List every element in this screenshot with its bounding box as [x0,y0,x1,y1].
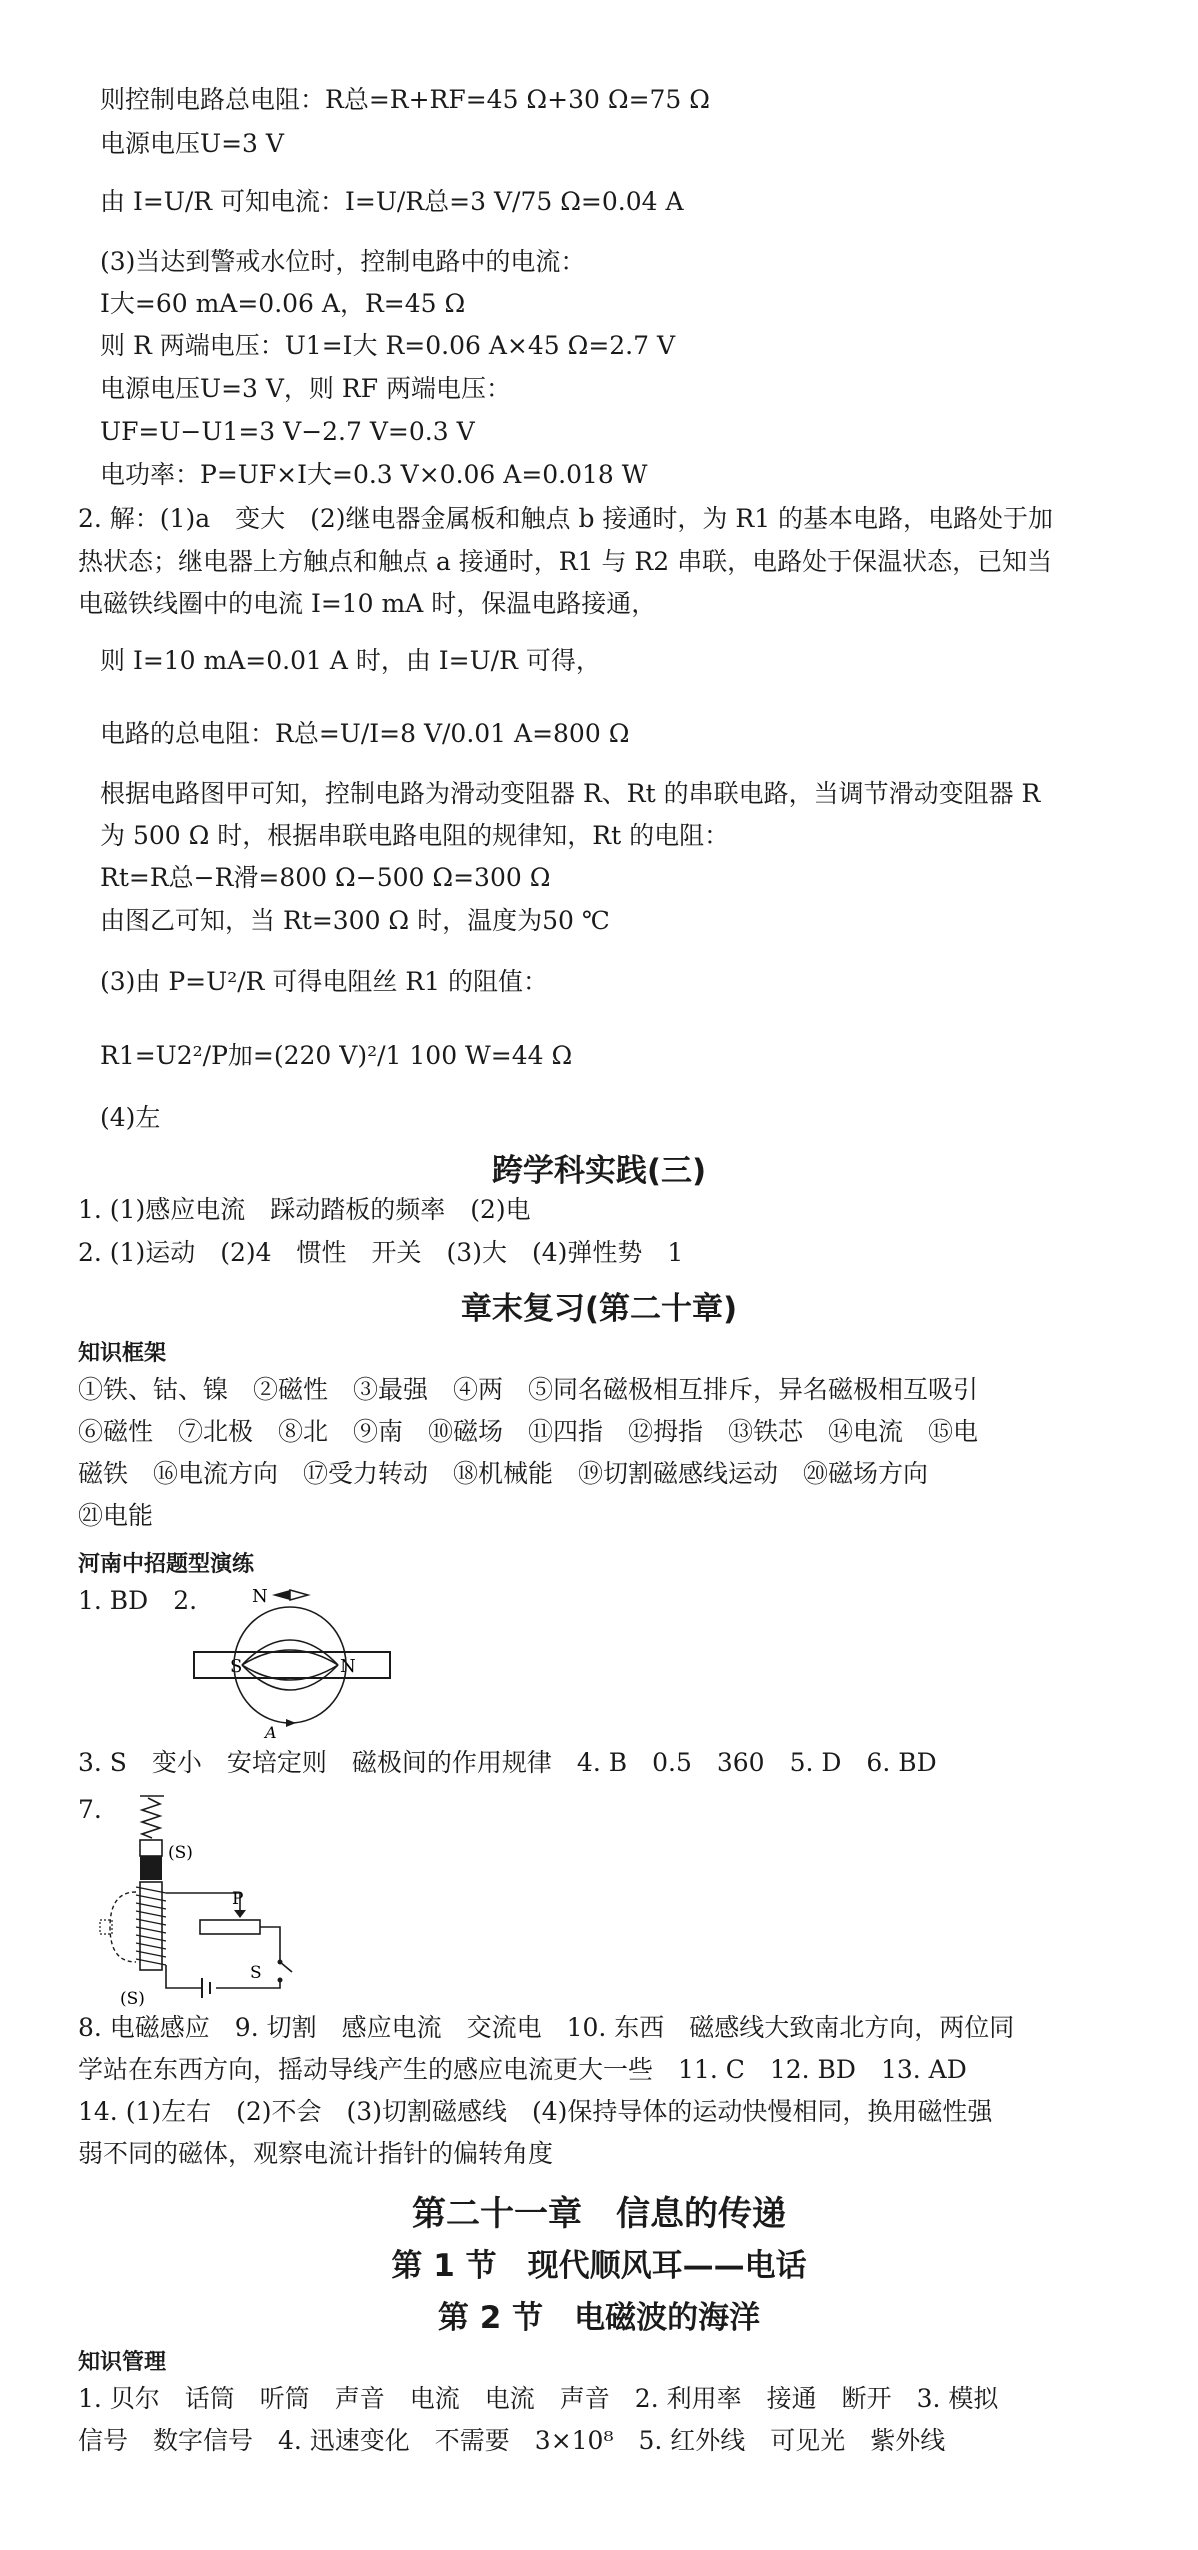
section-title: 跨学科实践(三) [491,1153,707,1189]
answer-line: 2. (1)运动 (2)4 惯性 开关 (3)大 (4)弹性势 1 [78,1238,684,1267]
text-line: 则 R 两端电压：U1=I大 R=0.06 A×45 Ω=2.7 V [100,331,676,360]
coil-core [140,1882,162,1970]
field-arrow-icon [286,1719,296,1727]
text-line: I大=60 mA=0.06 A，R=45 Ω [100,289,466,318]
question-2-line: (4)左 [100,1103,161,1132]
compass-n-label: N [252,1586,268,1607]
bottom-pole-label: (S) [120,1989,145,2007]
text-line: 电功率：P=UF×I大=0.3 V×0.06 A=0.018 W [100,460,648,489]
question-2-line: 由图乙可知，当 Rt=300 Ω 时，温度为50 ℃ [100,906,610,935]
electromagnet-circuit-diagram [90,1792,320,2007]
answer-line: 14. (1)左右 (2)不会 (3)切割磁感线 (4)保持导体的运动快慢相同，换用磁性强 [78,2097,993,2126]
text-line: (3)当达到警戒水位时，控制电路中的电流： [100,247,586,276]
question-2-line: 热状态；继电器上方触点和触点 a 接通时，R1 与 R2 串联，电路处于保温状态，已知当 [78,547,1053,576]
answer-line: ①铁、钴、镍 ②磁性 ③最强 ④两 ⑤同名磁极相互排斥，异名磁极相互吸引 [78,1375,979,1404]
chapter-title: 第二十一章 信息的传递 [412,2194,786,2234]
text-line: 由 I=U/R 可知电流：I=U/R总=3 V/75 Ω=0.04 A [100,187,684,216]
field-lines [234,1607,346,1723]
answer-line: 3. S 变小 安培定则 磁极间的作用规律 4. B 0.5 360 5. D 6. BD [78,1748,937,1777]
question-2-line: 电路的总电阻：R总=U/I=8 V/0.01 A=800 Ω [100,719,630,748]
text-line: 电源电压U=3 V，则 RF 两端电压： [100,374,511,403]
answer-line: 信号 数字信号 4. 迅速变化 不需要 3×10⁸ 5. 红外线 可见光 紫外线 [78,2426,946,2455]
magnet-n-label: N [340,1656,356,1677]
switch-s-label: S [250,1963,262,1983]
subsection-title: 河南中招题型演练 [78,1552,255,1577]
lesson-title: 第 2 节 电磁波的海洋 [437,2300,761,2336]
battery-icon [202,1978,210,1998]
answer-line: ⑥磁性 ⑦北极 ⑧北 ⑨南 ⑩磁场 ⑪四指 ⑫拇指 ⑬铁芯 ⑭电流 ⑮电 [78,1417,979,1446]
circuit-wires [166,1893,280,1988]
answer-line: 1. (1)感应电流 踩动踏板的频率 (2)电 [78,1195,531,1224]
top-pole-label: (S) [168,1843,193,1863]
point-a-label: A [265,1723,277,1740]
question-2-line: 2. 解：(1)a 变大 (2)继电器金属板和触点 b 接通时，为 R1 的基本电路，电路处于加 [78,504,1054,533]
question-2-line: R1=U2²/P加=(220 V)²/1 100 W=44 Ω [100,1041,573,1070]
answer-line: 7. [78,1795,102,1824]
bar-magnet [194,1652,390,1678]
question-2-line: 为 500 Ω 时，根据串联电路电阻的规律知，Rt 的电阻： [100,821,730,850]
magnet-field-diagram [190,1580,410,1740]
lesson-title: 第 1 节 现代顺风耳——电话 [391,2248,807,2284]
answer-line: 8. 电磁感应 9. 切割 感应电流 交流电 10. 东西 磁感线大致南北方向，两位同 [78,2013,1015,2042]
answer-line: 磁铁 ⑯电流方向 ⑰受力转动 ⑱机械能 ⑲切割磁感线运动 ⑳磁场方向 [78,1459,929,1488]
spring-icon [142,1798,160,1838]
section-title: 章末复习(第二十章) [460,1291,738,1327]
subsection-title: 知识框架 [78,1341,167,1366]
answer-line: 1. 贝尔 话筒 听筒 声音 电流 电流 声音 2. 利用率 接通 断开 3. 模拟 [78,2384,999,2413]
text-line: 则控制电路总电阻：R总=R+RF=45 Ω+30 Ω=75 Ω [100,85,711,114]
magnet-s-label: S [230,1656,243,1677]
answer-line: 1. BD 2. [78,1586,198,1615]
question-2-line: (3)由 P=U²/R 可得电阻丝 R1 的阻值： [100,967,549,996]
text-line: 电源电压U=3 V [100,129,284,158]
slider-arrow-icon [234,1910,246,1918]
answer-line: 学站在东西方向，摇动导线产生的感应电流更大一些 11. C 12. BD 13. AD [78,2055,967,2084]
iron-block [140,1856,162,1880]
rheostat-p-label: P [232,1889,244,1909]
answer-line: ㉑电能 [78,1501,154,1530]
answer-line: 弱不同的磁体，观察电流计指针的偏转角度 [78,2139,554,2168]
subsection-title: 知识管理 [78,2350,167,2375]
question-2-line: 则 I=10 mA=0.01 A 时，由 I=U/R 可得， [100,646,601,675]
question-2-line: 电磁铁线圈中的电流 I=10 mA 时，保温电路接通， [78,589,657,618]
compass-needle-icon [272,1590,308,1600]
question-2-line: Rt=R总−R滑=800 Ω−500 Ω=300 Ω [100,863,551,892]
text-line: UF=U−U1=3 V−2.7 V=0.3 V [100,417,475,446]
question-2-line: 根据电路图甲可知，控制电路为滑动变阻器 R、Rt 的串联电路，当调节滑动变阻器 R [100,779,1041,808]
